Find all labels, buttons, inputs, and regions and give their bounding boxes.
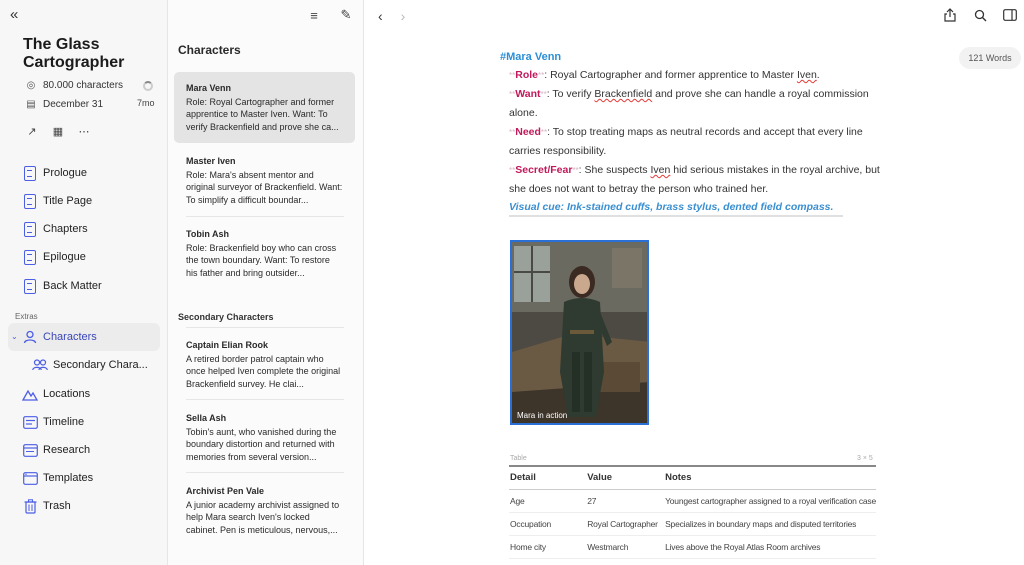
document-icon: [22, 277, 38, 295]
need-text: : To stop treating maps as neutral records and accept that every line carries responsibility.: [509, 126, 863, 157]
divider: [186, 327, 344, 328]
table-cell[interactable]: 27: [586, 489, 664, 512]
sidebar-item-label: Epilogue: [43, 251, 86, 263]
collapse-sidebar-icon[interactable]: «: [10, 6, 19, 23]
template-icon: [22, 469, 38, 487]
table-cell[interactable]: Home city: [509, 535, 586, 558]
want-text: : To verify: [546, 88, 595, 100]
sidebar-item-label: Locations: [43, 388, 91, 400]
secret-paragraph[interactable]: [509, 161, 889, 199]
history-nav: [378, 8, 405, 24]
sidebar-item-title-page[interactable]: [22, 191, 92, 211]
list-item[interactable]: [174, 218, 355, 289]
sidebar-item-trash[interactable]: [22, 496, 71, 516]
sidebar-item-back-matter[interactable]: [22, 276, 102, 296]
document-icon: [22, 248, 38, 266]
people-icon: [32, 356, 48, 374]
target-icon: ◎: [26, 79, 36, 91]
divider: [186, 472, 344, 473]
misspelled-word[interactable]: Iven: [796, 69, 817, 81]
trash-icon: [22, 497, 38, 515]
bold-marker: **: [540, 90, 547, 99]
secret-text: : She suspects: [578, 164, 651, 176]
card-title: Master Iven: [186, 156, 236, 166]
card-preview: Role: Royal Cartographer and former apprentice to Master Iven. Want: To verify Brackenfield and prove she ca...: [186, 96, 339, 132]
editor[interactable]: [365, 34, 1024, 565]
bold-marker: **: [509, 71, 516, 80]
details-table[interactable]: [509, 467, 876, 559]
mountain-icon: [22, 385, 38, 403]
progress-ring-icon: [143, 81, 153, 91]
need-paragraph[interactable]: [509, 123, 889, 161]
bold-marker: **: [572, 166, 579, 175]
editor-tools: [943, 8, 1017, 22]
more-icon[interactable]: ⋯: [78, 125, 90, 138]
months-left: 7mo: [137, 98, 155, 108]
table-cell[interactable]: Youngest cartographer assigned to a royal verification case: [664, 489, 876, 512]
secret-label: Secret/Fear: [515, 164, 573, 176]
sidebar-item-label: Secondary Chara...: [53, 359, 148, 371]
secondary-section-header: Secondary Characters: [178, 312, 274, 322]
list-item[interactable]: [174, 72, 355, 143]
sidebar-item-chapters[interactable]: [22, 219, 88, 239]
project-title: The Glass Cartographer: [23, 36, 125, 71]
table-cell[interactable]: Lives above the Royal Atlas Room archives: [664, 535, 876, 558]
person-icon: [22, 328, 38, 346]
document-heading[interactable]: #Mara Venn: [500, 51, 562, 63]
character-image[interactable]: [510, 240, 649, 425]
compose-icon[interactable]: ✎: [340, 7, 352, 22]
sidebar-item-label: Timeline: [43, 416, 85, 428]
filter-icon[interactable]: ≡: [310, 7, 318, 23]
search-icon[interactable]: [973, 8, 987, 22]
chevron-left-icon[interactable]: ‹: [378, 8, 383, 24]
want-label: Want: [515, 88, 541, 100]
sidebar-item-timeline[interactable]: [22, 412, 84, 432]
column-header[interactable]: Detail: [509, 467, 586, 489]
want-paragraph[interactable]: [509, 85, 889, 123]
timeline-icon: [22, 413, 38, 431]
sidebar-item-label: Title Page: [43, 195, 93, 207]
column-header[interactable]: Notes: [664, 467, 876, 489]
bold-marker: **: [509, 128, 516, 137]
table-cell[interactable]: Westmarch: [586, 535, 664, 558]
image-caption: Mara in action: [517, 411, 568, 420]
document-icon: [22, 192, 38, 210]
document-icon: [22, 164, 38, 182]
sidebar-item-prologue[interactable]: [22, 163, 87, 183]
table-cell[interactable]: Age: [509, 489, 586, 512]
bold-marker: **: [509, 166, 516, 175]
word-count-badge[interactable]: 121 Words: [959, 47, 1021, 69]
sidebar-item-label: Research: [43, 444, 91, 456]
bold-marker: **: [538, 71, 545, 80]
column-header[interactable]: Value: [586, 467, 664, 489]
sidebar-tools: [25, 124, 91, 138]
list-item[interactable]: [174, 475, 355, 546]
document-icon: [22, 220, 38, 238]
table-header-row: [509, 467, 876, 489]
card-title: Archivist Pen Vale: [186, 486, 265, 496]
sidebar-item-characters[interactable]: [22, 327, 97, 347]
sidebar-item-locations[interactable]: [22, 384, 90, 404]
card-title: Captain Elian Rook: [186, 340, 269, 350]
sidebar-item-epilogue[interactable]: [22, 247, 86, 267]
card-title: Sella Ash: [186, 413, 227, 423]
list-item[interactable]: [174, 329, 355, 400]
document-list-panel: [168, 0, 364, 565]
new-folder-icon[interactable]: ▦: [52, 125, 64, 138]
calendar-icon: ▤: [26, 98, 36, 110]
table-label: Table: [510, 455, 527, 462]
card-preview: A junior academy archivist assigned to help Mara search Iven's locked cabinet. Pen is meticulous, nervous,...: [186, 499, 340, 535]
table-row: [509, 512, 876, 535]
bold-marker: **: [509, 90, 516, 99]
punctuation: .: [816, 69, 820, 81]
misspelled-word[interactable]: Brackenfield: [594, 88, 653, 100]
sidebar-item-label: Characters: [43, 331, 97, 343]
character-count: 80.000 characters: [43, 79, 124, 91]
share-icon[interactable]: [943, 8, 957, 22]
deadline-date: December 31: [43, 98, 104, 110]
visual-cue[interactable]: Visual cue: Ink-stained cuffs, brass stylus, dented field compass.: [509, 201, 834, 213]
need-label: Need: [515, 126, 541, 138]
table-cell[interactable]: Royal Cartographer: [586, 512, 664, 535]
divider: [186, 216, 344, 217]
table-row: [509, 535, 876, 558]
card-preview: A retired border patrol captain who once helped Iven complete the original Brackenfield survey. He clai...: [186, 353, 341, 389]
table-cell[interactable]: Specializes in boundary maps and disputed territories: [664, 512, 876, 535]
role-label: Role: [515, 69, 538, 81]
misspelled-word[interactable]: Iven: [650, 164, 671, 176]
sidebar-item-label: Trash: [43, 500, 71, 512]
want-text: and prove she can handle a royal commission alone.: [509, 88, 869, 119]
card-preview: Role: Mara's absent mentor and original surveyor of Brackenfield. Want: To simplify a difficult boundar...: [186, 169, 343, 205]
stats-icon[interactable]: ↗: [27, 125, 37, 138]
extras-section-label: Extras: [15, 312, 38, 321]
sidebar-item-label: Templates: [43, 472, 94, 484]
role-paragraph[interactable]: [509, 66, 889, 85]
sidebar-item-secondary-characters[interactable]: [32, 355, 148, 375]
divider: [186, 399, 344, 400]
chevron-down-icon[interactable]: ⌄: [11, 332, 18, 341]
sidebar-item-research[interactable]: [22, 440, 90, 460]
card-title: Tobin Ash: [186, 229, 229, 239]
table-row: [509, 489, 876, 512]
sidebar: [0, 0, 168, 565]
sidebar-item-templates[interactable]: [22, 468, 93, 488]
list-item[interactable]: [174, 145, 355, 216]
table-cell[interactable]: Occupation: [509, 512, 586, 535]
sidebar-item-label: Prologue: [43, 167, 88, 179]
secret-text: hid serious mistakes in the royal archive, but she does not want to betray the person who trained her.: [509, 164, 880, 195]
research-icon: [22, 441, 38, 459]
chevron-right-icon[interactable]: ›: [400, 8, 406, 24]
list-header: Characters: [178, 43, 241, 57]
list-item[interactable]: [174, 402, 355, 473]
sidebar-item-label: Chapters: [43, 223, 88, 235]
deadline-row: [25, 97, 103, 111]
table-dimensions: 3 × 5: [857, 455, 873, 462]
cue-highlight: [509, 215, 843, 217]
card-preview: Role: Brackenfield boy who can cross the town boundary. Want: To restore his father and bring outsider...: [186, 242, 337, 278]
sidebar-item-label: Back Matter: [43, 280, 102, 292]
list-tools: [307, 8, 353, 22]
role-text: : Royal Cartographer and former apprentice to Master: [544, 69, 797, 81]
card-preview: Tobin's aunt, who vanished during the boundary distortion and returned with memories from several version...: [186, 426, 337, 462]
bold-marker: **: [540, 128, 548, 137]
card-title: Mara Venn: [186, 83, 232, 93]
character-count-row: [25, 78, 123, 92]
character-illustration: [512, 242, 649, 425]
sidebar-toggle-icon[interactable]: [1003, 8, 1017, 22]
